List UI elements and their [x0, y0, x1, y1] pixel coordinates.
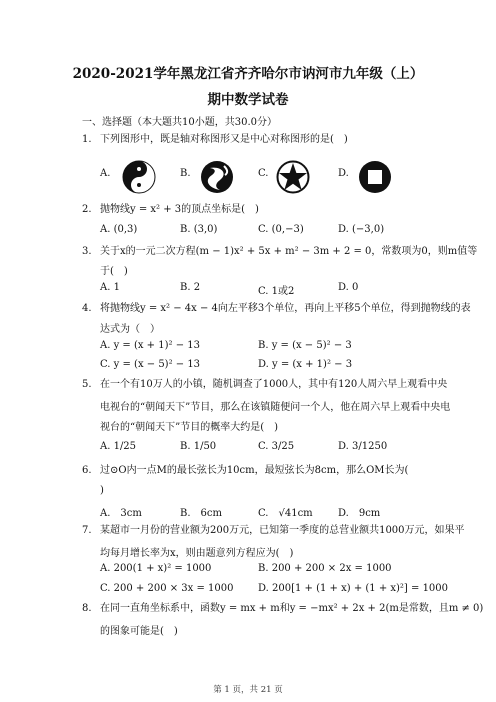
option-b[interactable]: B. 1/50	[180, 441, 217, 452]
question-text-cont: 于( )	[100, 266, 128, 277]
option-a[interactable]: A. (0,3)	[100, 224, 138, 235]
option-a[interactable]: A. 3cm	[100, 508, 142, 519]
option-d[interactable]: D. 9cm	[338, 508, 381, 519]
question-3	[82, 245, 478, 259]
question-text-cont: 达式为（ ）	[100, 324, 160, 335]
question-number: 5.	[82, 379, 92, 390]
question-text: 下列图形中，既是轴对称图形又是中心对称图形的是( )	[100, 134, 348, 145]
option-a[interactable]: A. 1/25	[100, 441, 137, 452]
question-text: 在一个有10万人的小镇，随机调查了1000人，其中有120人周六早上观看中央	[100, 379, 448, 390]
option-a[interactable]: A.	[100, 168, 111, 179]
option-c[interactable]: C. 200 + 200 × 3x = 1000	[100, 583, 234, 594]
question-2	[82, 203, 422, 217]
option-c[interactable]: C. 1或2	[258, 286, 295, 297]
question-text: 关于x的一元二次方程(m − 1)x² + 5x + m² − 3m + 2 = 0，常数项为0，则m值等	[100, 246, 478, 257]
question-7	[82, 524, 465, 538]
question-number: 7.	[82, 525, 92, 536]
option-b[interactable]: B.	[180, 168, 191, 179]
option-d[interactable]: D. 0	[338, 282, 359, 293]
question-8	[82, 602, 484, 616]
option-c[interactable]: C. 3/25	[258, 441, 295, 452]
question-number: 6.	[82, 465, 92, 476]
option-c[interactable]: C.	[258, 168, 269, 179]
option-b[interactable]: B. 200 + 200 × 2x = 1000	[258, 563, 392, 574]
option-b[interactable]: B. y = (x − 5)² − 3	[258, 340, 352, 351]
question-text: 将抛物线y = x² − 4x − 4向左平移3个单位，再向上平移5个单位，得到抛物线的表	[100, 303, 471, 314]
square-in-circle-figure[interactable]	[358, 160, 392, 194]
question-text: 抛物线y = x² + 3的顶点坐标是( )	[100, 204, 259, 215]
option-a[interactable]: A. 200(1 + x)² = 1000	[100, 563, 212, 574]
question-number: 2.	[82, 204, 92, 215]
question-text: 某超市一月份的营业额为200万元，已知第一季度的总营业额共1000万元，如果平	[100, 525, 465, 536]
option-a[interactable]: A. y = (x + 1)² − 13	[100, 340, 200, 351]
question-5	[82, 378, 448, 392]
question-text-cont: 电视台的“朝闻天下”节目，那么在该镇随便问一个人，他在周六早上观看中央电	[100, 402, 451, 413]
option-c[interactable]: C. y = (x − 5)² − 13	[100, 359, 201, 370]
option-c[interactable]: C. √41cm	[258, 508, 313, 519]
swirl-logo-figure[interactable]	[200, 160, 234, 194]
yin-yang-figure[interactable]	[122, 160, 156, 194]
question-text-cont: )	[100, 485, 104, 496]
question-text-cont-2: 视台的“朝闻天下”节目的概率大约是( )	[100, 422, 279, 433]
question-6	[82, 464, 422, 478]
question-number: 4.	[82, 303, 92, 314]
question-number: 3.	[82, 246, 92, 257]
star-in-circle-figure[interactable]	[276, 160, 310, 194]
option-d[interactable]: D.	[338, 168, 349, 179]
question-text-cont: 均每月增长率为x，则由题意列方程应为( )	[100, 548, 294, 559]
exam-title: 2020-2021学年黑龙江省齐齐哈尔市讷河市九年级（上）	[72, 66, 424, 82]
option-b[interactable]: B. (3,0)	[180, 224, 218, 235]
option-d[interactable]: D. 3/1250	[338, 441, 388, 452]
question-4	[82, 302, 471, 316]
option-b[interactable]: B. 2	[180, 282, 201, 293]
question-1	[82, 133, 422, 147]
question-number: 8.	[82, 603, 92, 614]
option-d[interactable]: D. 200[1 + (1 + x) + (1 + x)²] = 1000	[258, 583, 449, 594]
option-a[interactable]: A. 1	[100, 282, 120, 293]
option-c[interactable]: C. (0,−3)	[258, 224, 304, 235]
page-footer: 第 1 页，共 21 页	[213, 685, 283, 695]
option-b[interactable]: B. 6cm	[180, 508, 222, 519]
section-heading: 一、选择题（本大题共10小题，共30.0分）	[82, 117, 277, 128]
exam-subtitle: 期中数学试卷	[207, 92, 289, 108]
question-text-cont: 的图象可能是( )	[100, 626, 178, 637]
question-text: 过⊙O内一点M的最长弦长为10cm，最短弦长为8cm，那么OM长为(	[100, 465, 409, 476]
question-number: 1.	[82, 134, 92, 145]
option-d[interactable]: D. (−3,0)	[338, 224, 385, 235]
question-text: 在同一直角坐标系中，函数y = mx + m和y = −mx² + 2x + 2(m是常数，且m ≠ 0)	[100, 603, 484, 614]
option-d[interactable]: D. y = (x + 1)² − 3	[258, 359, 353, 370]
